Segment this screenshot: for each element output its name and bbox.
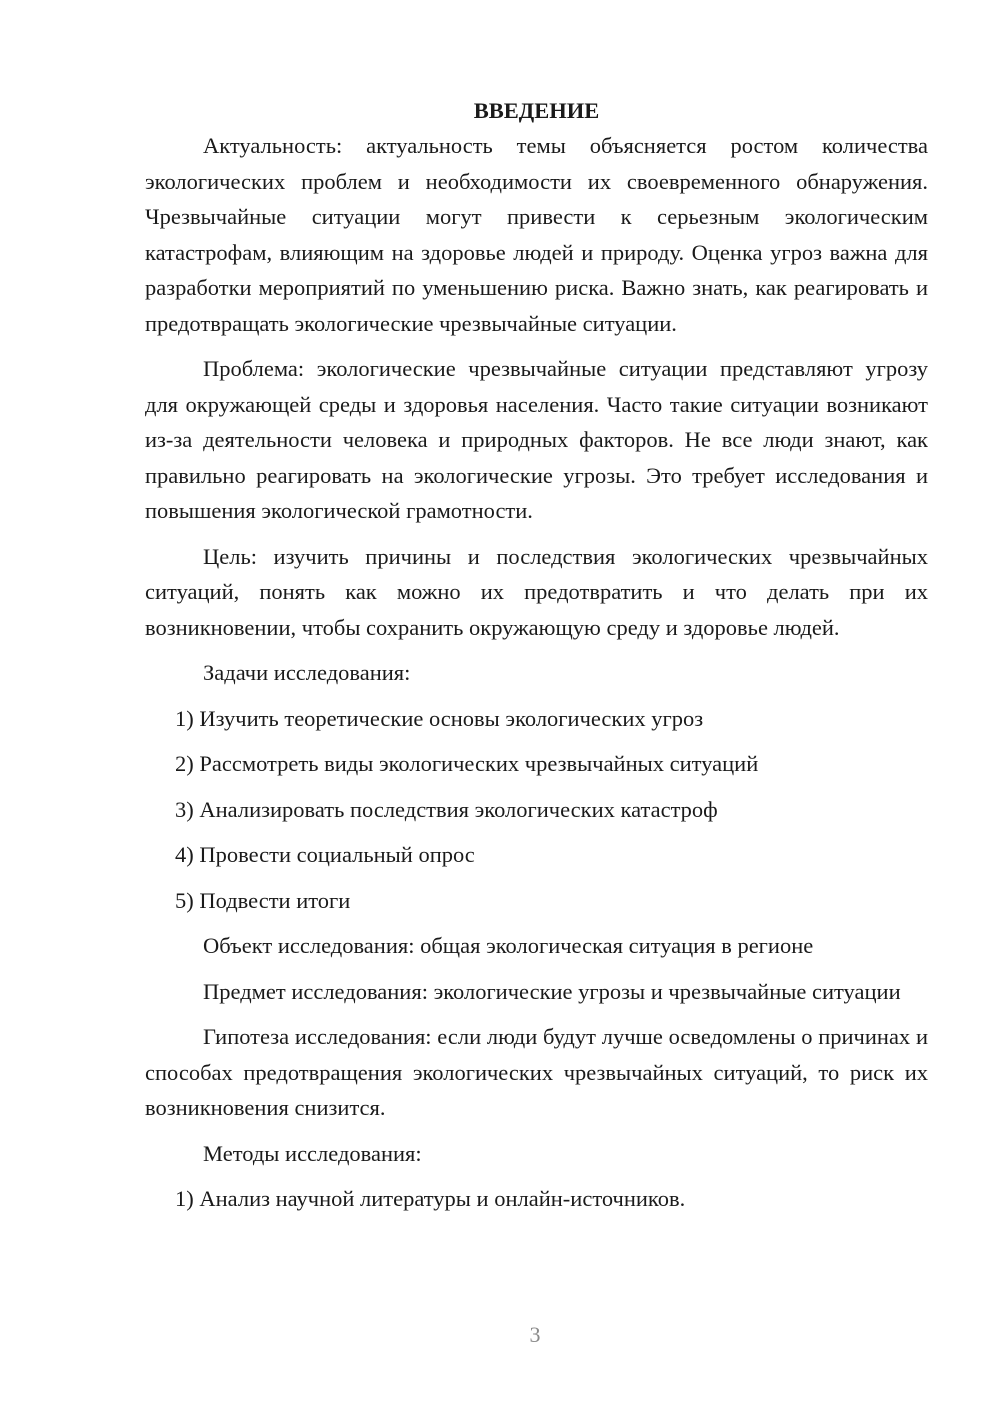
goal-paragraph: Цель: изучить причины и последствия экологических чрезвычайных ситуаций, понять как можно их предотвратить и что делать при их возникновении, чтобы сохранить окружающую среду и здоровье людей. — [145, 543, 928, 640]
task-item: 1) Изучить теоретические основы экологических угроз — [175, 705, 704, 731]
subject-paragraph: Предмет исследования: экологические угрозы и чрезвычайные ситуации — [203, 978, 901, 1004]
task-item: 5) Подвести итоги — [175, 887, 351, 913]
method-item: 1) Анализ научной литературы и онлайн-источников. — [175, 1186, 686, 1211]
page-content — [145, 96, 928, 1227]
relevance-paragraph: Актуальность: актуальность темы объясняется ростом количества экологических проблем и необходимости их своевременного обнаружения. Чрезвычайные ситуации могут привести к серьезным экологическим катастрофам, влияющим на здоровье людей и природу. Оценка угроз важна для разработки мероприятий по уменьшению риска. Важно знать, как реагировать и предотвращать экологические чрезвычайные ситуации. — [145, 133, 928, 336]
task-item: 3) Анализировать последствия экологических катастроф — [175, 796, 718, 822]
page-number: 3 — [529, 1322, 541, 1347]
problem-paragraph: Проблема: экологические чрезвычайные ситуации представляют угрозу для окружающей среды и здоровья населения. Часто такие ситуации возникают из-за деятельности человека и природных факторов. Не все люди знают, как правильно реагировать на экологические угрозы. Это требует исследования и повышения экологической грамотности. — [145, 356, 928, 523]
object-paragraph: Объект исследования: общая экологическая ситуация в регионе — [203, 933, 814, 958]
task-item: 2) Рассмотреть виды экологических чрезвычайных ситуаций — [175, 751, 759, 776]
methods-label: Методы исследования: — [203, 1140, 422, 1166]
task-item: 4) Провести социальный опрос — [175, 842, 475, 867]
tasks-label: Задачи исследования: — [203, 660, 411, 685]
section-heading: ВВЕДЕНИЕ — [473, 98, 600, 123]
hypothesis-paragraph: Гипотеза исследования: если люди будут лучше осведомлены о причинах и способах предотвращения экологических чрезвычайных ситуаций, то риск их возникновения снизится. — [145, 1024, 928, 1120]
